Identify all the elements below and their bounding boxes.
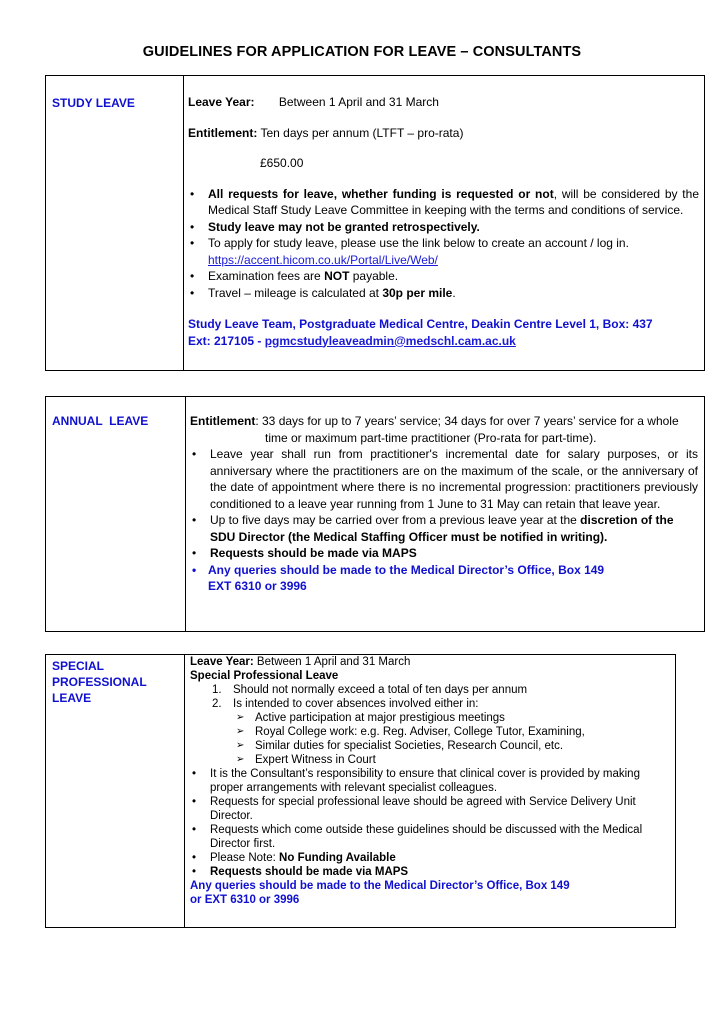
annual-leave-table bbox=[45, 396, 705, 632]
list-item bbox=[190, 767, 669, 795]
special-leave-label-cell bbox=[46, 655, 185, 927]
bullet-text: Examination fees are bbox=[208, 269, 325, 283]
annual-entitlement bbox=[190, 413, 698, 430]
study-leave-portal-link[interactable]: https://accent.hicom.co.uk/Portal/Live/Web/ bbox=[208, 252, 438, 267]
sub-item-text: Similar duties for specialist Societies, Research Council, etc. bbox=[255, 740, 564, 752]
entitlement-value: : 33 days for up to 7 years’ service; 34 days for over 7 years’ service for a whole bbox=[255, 414, 679, 428]
list-item bbox=[190, 697, 669, 711]
bullet-text: Leave year shall run from practitioner's incremental date for salary purposes, or its anniversary where the practitioners are on the maximum of the scale, or the anniversary of the date of appointment where there is no incremental progression: practitioners previously conditioned to a leave year running from 1 June to 31 May can retain that leave year. bbox=[210, 447, 698, 511]
sub-list-item bbox=[190, 711, 669, 725]
study-leave-year bbox=[188, 94, 699, 111]
list-item bbox=[188, 235, 699, 268]
list-item bbox=[188, 285, 699, 302]
leave-year-label: Leave Year: bbox=[190, 656, 254, 668]
sub-list-item bbox=[190, 739, 669, 753]
bullet-text: Up to five days may be carried over from a previous leave year at the bbox=[210, 513, 581, 527]
list-item bbox=[190, 865, 669, 879]
item-text: Is intended to cover absences involved either in: bbox=[233, 698, 479, 710]
entitlement-label: Entitlement bbox=[190, 414, 256, 428]
special-label-line: SPECIAL bbox=[52, 659, 105, 673]
entitlement-value: Ten days per annum (LTFT – pro-rata) bbox=[257, 125, 464, 140]
list-item bbox=[188, 268, 699, 285]
queries-line: Any queries should be made to the Medical Director’s Office, Box 149 bbox=[190, 880, 570, 892]
entitlement-value-cont: time or maximum part-time practitioner (Pro-rata for part-time). bbox=[265, 430, 597, 445]
leave-year-value: Between 1 April and 31 March bbox=[253, 656, 411, 668]
sub-list-item bbox=[190, 753, 669, 767]
contact-line: Study Leave Team, Postgraduate Medical Centre, Deakin Centre Level 1, Box: 437 bbox=[188, 317, 653, 331]
list-item bbox=[190, 823, 669, 851]
bullet-text: . bbox=[452, 285, 456, 300]
list-item bbox=[190, 545, 698, 562]
leave-year-value: Between 1 April and 31 March bbox=[278, 95, 439, 109]
special-label-line: PROFESSIONAL LEAVE bbox=[52, 675, 147, 705]
bullet-bold-text: No Funding Available bbox=[279, 852, 396, 864]
queries-line: or EXT 6310 or 3996 bbox=[190, 894, 300, 906]
annual-leave-label-cell bbox=[46, 397, 186, 631]
study-leave-table bbox=[45, 75, 705, 371]
queries-line: EXT 6310 or 3996 bbox=[208, 579, 307, 593]
special-queries bbox=[190, 879, 669, 907]
list-item bbox=[188, 219, 699, 236]
page-title: GUIDELINES FOR APPLICATION FOR LEAVE – CONSULTANTS bbox=[142, 44, 582, 60]
bullet-bold-text: discretion of the SDU Director (the Medical Staffing Officer must be notified in writing). bbox=[210, 513, 674, 544]
sub-item-text: Active participation at major prestigious meetings bbox=[255, 712, 505, 724]
bullet-text: It is the Consultant’s responsibility to ensure that clinical cover is provided by making proper arrangements with relevant specialist colleagues. bbox=[210, 768, 640, 794]
sub-item-text: Expert Witness in Court bbox=[255, 754, 376, 766]
contact-line bbox=[188, 333, 699, 350]
annual-leave-content bbox=[190, 397, 704, 631]
list-item bbox=[190, 795, 669, 823]
bullet-text: To apply for study leave, please use the link below to create an account / log in. bbox=[208, 236, 629, 250]
bullet-text: , will be considered by the Medical Staff Study Leave Committee in keeping with the terms and conditions of service. bbox=[208, 186, 699, 217]
bullet-bold-text: Study leave may not be granted retrospectively. bbox=[208, 219, 480, 234]
list-item bbox=[190, 683, 669, 697]
special-leave-year bbox=[190, 655, 669, 669]
special-heading: Special Professional Leave bbox=[190, 670, 339, 682]
contact-ext: Ext: 217105 - bbox=[188, 333, 265, 348]
study-leave-label-cell bbox=[46, 76, 184, 370]
sub-item-text: Royal College work: e.g. Reg. Adviser, College Tutor, Examining, bbox=[255, 726, 585, 738]
study-entitlement bbox=[188, 125, 699, 142]
list-item bbox=[190, 562, 698, 595]
annual-leave-label: ANNUAL LEAVE bbox=[52, 414, 149, 428]
item-number: 1. bbox=[212, 684, 222, 696]
bullet-text: Requests for special professional leave should be agreed with Service Delivery Unit Director. bbox=[210, 796, 636, 822]
special-leave-label bbox=[52, 658, 184, 706]
item-number: 2. bbox=[212, 698, 222, 710]
bullet-text: Requests which come outside these guidelines should be discussed with the Medical Director first. bbox=[210, 824, 643, 850]
list-item bbox=[190, 446, 698, 512]
bullet-text: Please Note: bbox=[210, 852, 280, 864]
bullet-bold-text: Requests should be made via MAPS bbox=[210, 546, 417, 560]
contact-email-link[interactable]: pgmcstudyleaveadmin@medschl.cam.ac.uk bbox=[264, 333, 516, 348]
study-leave-label: STUDY LEAVE bbox=[52, 96, 135, 110]
bullet-text: payable. bbox=[349, 269, 399, 283]
bullet-bold-text: All requests for leave, whether funding is requested or not bbox=[208, 186, 554, 201]
item-text: Should not normally exceed a total of ten days per annum bbox=[233, 684, 528, 696]
special-leave-table bbox=[45, 654, 676, 928]
bullet-bold-text: Requests should be made via MAPS bbox=[210, 866, 409, 878]
sub-list-item bbox=[190, 725, 669, 739]
list-item bbox=[188, 186, 699, 219]
bullet-text: Travel – mileage is calculated at bbox=[208, 285, 383, 300]
leave-year-label: Leave Year: bbox=[188, 95, 255, 109]
queries-line: • Any queries should be made to the Medical Director’s Office, Box 149 bbox=[208, 562, 605, 577]
study-amount: £650.00 bbox=[260, 156, 304, 170]
bullet-bold-text: NOT bbox=[324, 269, 350, 283]
study-leave-content bbox=[188, 76, 704, 370]
entitlement-label: Entitlement: bbox=[188, 125, 258, 140]
special-leave-content bbox=[190, 655, 675, 927]
list-item bbox=[190, 851, 669, 865]
study-contact bbox=[188, 316, 699, 349]
bullet-bold-text: 30p per mile bbox=[382, 285, 453, 300]
list-item bbox=[190, 512, 698, 545]
